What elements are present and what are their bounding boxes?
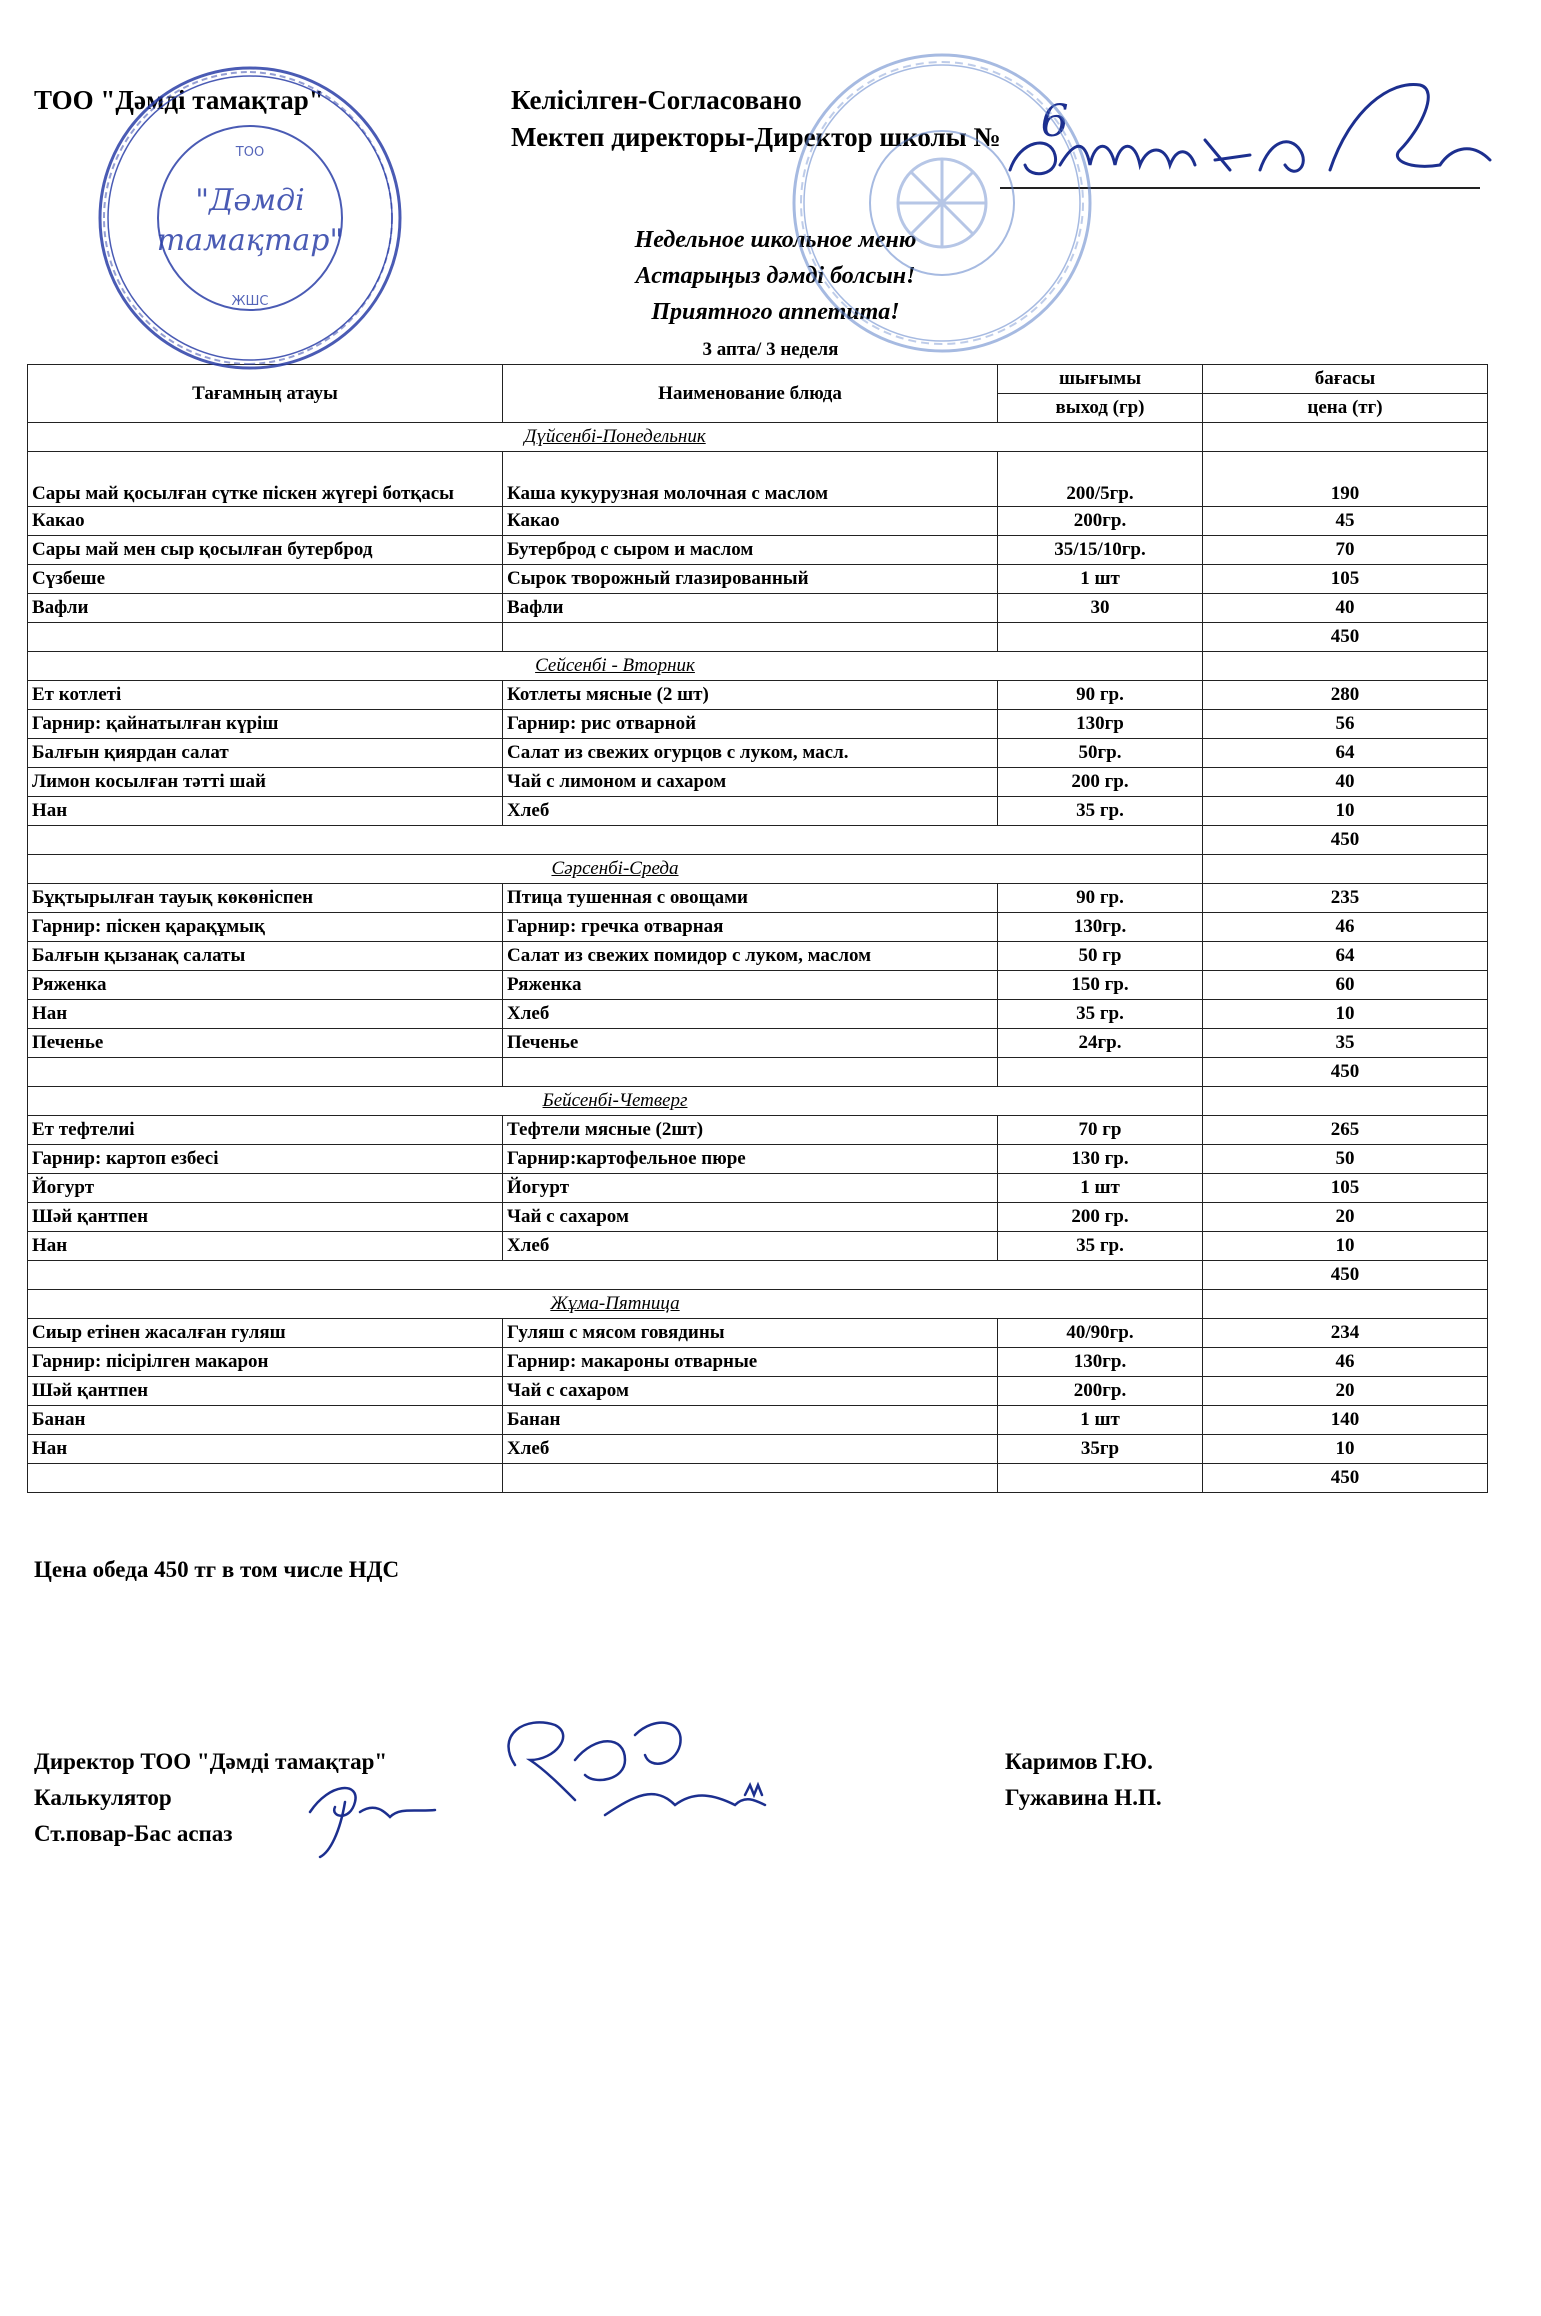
dish-output: 130гр. <box>998 913 1203 942</box>
dish-output: 1 шт <box>998 1406 1203 1435</box>
dish-name-ru: Вафли <box>503 594 998 623</box>
day-header-row <box>28 1290 1488 1319</box>
table-row <box>28 971 1488 1000</box>
day-total-row <box>28 826 1488 855</box>
stamp-text-damdi: "Дәмді <box>195 183 305 218</box>
dish-price: 280 <box>1203 681 1488 710</box>
empty-cell <box>28 826 1203 855</box>
dish-price: 10 <box>1203 1000 1488 1029</box>
dish-name-kz: Печенье <box>28 1029 503 1058</box>
dish-output: 200 гр. <box>998 1203 1203 1232</box>
dish-output: 130 гр. <box>998 1145 1203 1174</box>
calculator-name: Гужавина Н.П. <box>1005 1785 1162 1810</box>
dish-name-kz: Нан <box>28 1435 503 1464</box>
dish-name-kz: Ет тефтелиі <box>28 1116 503 1145</box>
table-row <box>28 681 1488 710</box>
dish-price: 235 <box>1203 884 1488 913</box>
director-school-signature <box>1000 70 1500 200</box>
dish-price: 64 <box>1203 739 1488 768</box>
dish-output: 200 гр. <box>998 768 1203 797</box>
empty-cell <box>1203 855 1488 884</box>
empty-cell <box>1203 423 1488 452</box>
table-row <box>28 536 1488 565</box>
table-row <box>28 768 1488 797</box>
dish-output: 35 гр. <box>998 797 1203 826</box>
day-total: 450 <box>1203 623 1488 652</box>
empty-cell <box>1203 1290 1488 1319</box>
dish-output: 1 шт <box>998 565 1203 594</box>
price-note: Цена обеда 450 тг в том числе НДС <box>34 1557 400 1582</box>
day-total-row <box>28 1464 1488 1493</box>
day-name: Сейсенбі - Вторник <box>535 655 695 676</box>
dish-name-kz: Нан <box>28 1000 503 1029</box>
dish-price: 46 <box>1203 1348 1488 1377</box>
menu-titles <box>0 222 1541 330</box>
table-row <box>28 1203 1488 1232</box>
empty-cell <box>503 1058 998 1087</box>
empty-cell <box>503 623 998 652</box>
empty-cell <box>998 1058 1203 1087</box>
dish-price: 70 <box>1203 536 1488 565</box>
dish-name-ru: Гуляш с мясом говядины <box>503 1319 998 1348</box>
dish-output: 90 гр. <box>998 884 1203 913</box>
table-row <box>28 1145 1488 1174</box>
table-row <box>28 594 1488 623</box>
table-row <box>28 1348 1488 1377</box>
empty-cell <box>503 1464 998 1493</box>
agreed-label: Келісілген-Согласовано <box>511 85 802 115</box>
dish-price: 234 <box>1203 1319 1488 1348</box>
table-row <box>28 1174 1488 1203</box>
dish-name-kz: Балғын қызанақ салаты <box>28 942 503 971</box>
dish-price: 40 <box>1203 594 1488 623</box>
dish-output: 130гр. <box>998 1348 1203 1377</box>
dish-price: 105 <box>1203 1174 1488 1203</box>
dish-name-ru: Хлеб <box>503 1232 998 1261</box>
dish-price: 56 <box>1203 710 1488 739</box>
day-header-row <box>28 423 1488 452</box>
table-row <box>28 507 1488 536</box>
dish-name-ru: Йогурт <box>503 1174 998 1203</box>
dish-output: 35 гр. <box>998 1000 1203 1029</box>
dish-name-kz: Шәй қантпен <box>28 1203 503 1232</box>
signature-labels <box>34 1744 387 1852</box>
dish-output: 200гр. <box>998 1377 1203 1406</box>
director-label: Директор ТОО "Дәмді тамақтар" <box>34 1749 388 1774</box>
table-row <box>28 1116 1488 1145</box>
dish-name-ru: Хлеб <box>503 797 998 826</box>
day-name: Сәрсенбі-Среда <box>551 858 679 879</box>
dish-price: 20 <box>1203 1377 1488 1406</box>
dish-output: 30 <box>998 594 1203 623</box>
dish-price: 140 <box>1203 1406 1488 1435</box>
day-name: Дүйсенбі-Понедельник <box>524 426 706 447</box>
day-total-row <box>28 623 1488 652</box>
dish-name-ru: Бутерброд с сыром и маслом <box>503 536 998 565</box>
menu-title: Недельное школьное меню <box>634 227 917 253</box>
table-row <box>28 1377 1488 1406</box>
dish-name-kz: Сары май мен сыр қосылған бутерброд <box>28 536 503 565</box>
dish-output: 70 гр <box>998 1116 1203 1145</box>
dish-price: 105 <box>1203 565 1488 594</box>
dish-name-kz: Лимон косылған тәтті шай <box>28 768 503 797</box>
table-row <box>28 710 1488 739</box>
column-header-output-ru: выход (гр) <box>998 394 1203 423</box>
dish-price: 60 <box>1203 971 1488 1000</box>
dish-price: 35 <box>1203 1029 1488 1058</box>
dish-output: 50гр. <box>998 739 1203 768</box>
column-header-price-ru: цена (тг) <box>1203 394 1488 423</box>
empty-cell <box>28 1261 1203 1290</box>
column-header-output-kz: шығымы <box>998 365 1203 394</box>
column-header-ru: Наименование блюда <box>503 365 998 423</box>
dish-name-kz: Гарнир: картоп езбесі <box>28 1145 503 1174</box>
director-name: Каримов Г.Ю. <box>1005 1749 1153 1774</box>
week-label: 3 апта/ 3 неделя <box>702 339 839 360</box>
dish-name-ru: Гарнир: рис отварной <box>503 710 998 739</box>
dish-output: 90 гр. <box>998 681 1203 710</box>
dish-name-kz: Сары май қосылған сүтке піскен жүгері ботқасы <box>28 452 503 507</box>
empty-cell <box>28 1058 503 1087</box>
day-header-row <box>28 652 1488 681</box>
signature-names <box>1005 1744 1162 1816</box>
dish-output: 40/90гр. <box>998 1319 1203 1348</box>
table-row <box>28 942 1488 971</box>
day-total: 450 <box>1203 1464 1488 1493</box>
day-name-cell <box>28 1087 1203 1116</box>
dish-name-kz: Нан <box>28 1232 503 1261</box>
dish-name-ru: Котлеты мясные (2 шт) <box>503 681 998 710</box>
menu-body <box>28 423 1488 1493</box>
dish-name-kz: Гарнир: піскен қарақұмық <box>28 913 503 942</box>
dish-price: 20 <box>1203 1203 1488 1232</box>
day-name-cell <box>28 652 1203 681</box>
table-row <box>28 452 1488 507</box>
dish-name-ru: Сырок творожный глазированный <box>503 565 998 594</box>
dish-name-kz: Ет котлеті <box>28 681 503 710</box>
dish-price: 45 <box>1203 507 1488 536</box>
dish-output: 35/15/10гр. <box>998 536 1203 565</box>
dish-name-kz: Вафли <box>28 594 503 623</box>
dish-name-ru: Хлеб <box>503 1435 998 1464</box>
day-total: 450 <box>1203 826 1488 855</box>
approval-block <box>511 84 1069 153</box>
signature-line <box>1000 187 1480 189</box>
dish-name-ru: Гарнир: макароны отварные <box>503 1348 998 1377</box>
table-row <box>28 1406 1488 1435</box>
day-total-row <box>28 1058 1488 1087</box>
day-name: Бейсенбі-Четверг <box>542 1090 688 1111</box>
day-header-row <box>28 855 1488 884</box>
dish-name-kz: Гарнир: пісірілген макарон <box>28 1348 503 1377</box>
chef-label: Ст.повар-Бас аспаз <box>34 1821 233 1846</box>
dish-output: 130гр <box>998 710 1203 739</box>
dish-name-kz: Банан <box>28 1406 503 1435</box>
dish-name-kz: Нан <box>28 797 503 826</box>
column-header-price-kz: бағасы <box>1203 365 1488 394</box>
dish-name-ru: Чай с сахаром <box>503 1203 998 1232</box>
table-row <box>28 797 1488 826</box>
dish-name-ru: Чай с сахаром <box>503 1377 998 1406</box>
day-name-cell <box>28 423 1203 452</box>
dish-name-ru: Ряженка <box>503 971 998 1000</box>
dish-name-ru: Салат из свежих помидор с луком, маслом <box>503 942 998 971</box>
dish-output: 35гр <box>998 1435 1203 1464</box>
school-number: 6 <box>1040 96 1069 147</box>
table-row <box>28 1029 1488 1058</box>
dish-name-kz: Йогурт <box>28 1174 503 1203</box>
table-row <box>28 1232 1488 1261</box>
day-name: Жұма-Пятница <box>550 1293 680 1314</box>
dish-output: 1 шт <box>998 1174 1203 1203</box>
dish-name-ru: Тефтели мясные (2шт) <box>503 1116 998 1145</box>
wish-kz: Астарыңыз дәмді болсын! <box>635 263 916 289</box>
menu-table <box>27 364 1488 1493</box>
column-header-kz: Тағамның атауы <box>28 365 503 423</box>
wish-ru: Приятного аппетита! <box>651 299 900 325</box>
dish-name-ru: Птица тушенная с овощами <box>503 884 998 913</box>
dish-output: 150 гр. <box>998 971 1203 1000</box>
dish-output: 200гр. <box>998 507 1203 536</box>
day-total-row <box>28 1261 1488 1290</box>
empty-cell <box>998 623 1203 652</box>
dish-name-ru: Банан <box>503 1406 998 1435</box>
dish-name-ru: Гарнир:картофельное пюре <box>503 1145 998 1174</box>
stamp-text-too: ТОО <box>235 145 265 160</box>
stamp-text-tamaktar: тамақтар" <box>156 223 344 258</box>
dish-price: 10 <box>1203 1435 1488 1464</box>
day-name-cell <box>28 1290 1203 1319</box>
dish-output: 24гр. <box>998 1029 1203 1058</box>
director-signature <box>485 1705 775 1845</box>
day-total: 450 <box>1203 1261 1488 1290</box>
table-row <box>28 884 1488 913</box>
dish-price: 265 <box>1203 1116 1488 1145</box>
table-row <box>28 1000 1488 1029</box>
dish-name-kz: Гарнир: қайнатылған күріш <box>28 710 503 739</box>
dish-name-kz: Балғын қиярдан салат <box>28 739 503 768</box>
dish-price: 50 <box>1203 1145 1488 1174</box>
dish-name-ru: Хлеб <box>503 1000 998 1029</box>
dish-name-ru: Чай с лимоном и сахаром <box>503 768 998 797</box>
dish-price: 10 <box>1203 797 1488 826</box>
organization-name: ТОО "Дәмді тамақтар" <box>34 85 324 115</box>
dish-name-ru: Гарнир: гречка отварная <box>503 913 998 942</box>
table-row <box>28 565 1488 594</box>
day-total: 450 <box>1203 1058 1488 1087</box>
empty-cell <box>1203 1087 1488 1116</box>
dish-price: 10 <box>1203 1232 1488 1261</box>
table-row <box>28 913 1488 942</box>
day-header-row <box>28 1087 1488 1116</box>
table-row <box>28 1435 1488 1464</box>
dish-name-ru: Каша кукурузная молочная с маслом <box>503 452 998 507</box>
stamp-text-zhshs: ЖШС <box>231 294 269 309</box>
dish-name-kz: Какао <box>28 507 503 536</box>
dish-name-ru: Какао <box>503 507 998 536</box>
table-row <box>28 739 1488 768</box>
empty-cell <box>998 1464 1203 1493</box>
dish-price: 40 <box>1203 768 1488 797</box>
dish-price: 46 <box>1203 913 1488 942</box>
dish-name-kz: Шәй қантпен <box>28 1377 503 1406</box>
dish-name-ru: Салат из свежих огурцов с луком, масл. <box>503 739 998 768</box>
dish-name-kz: Сиыр етінен жасалған гуляш <box>28 1319 503 1348</box>
empty-cell <box>28 623 503 652</box>
dish-name-kz: Сүзбеше <box>28 565 503 594</box>
dish-name-kz: Бұқтырылған тауық көкөніспен <box>28 884 503 913</box>
director-school-label: Мектеп директоры-Директор школы № <box>511 122 1001 152</box>
dish-output: 35 гр. <box>998 1232 1203 1261</box>
dish-name-kz: Ряженка <box>28 971 503 1000</box>
dish-price: 190 <box>1203 452 1488 507</box>
empty-cell <box>28 1464 503 1493</box>
calculator-label: Калькулятор <box>34 1785 172 1810</box>
empty-cell <box>1203 652 1488 681</box>
dish-price: 64 <box>1203 942 1488 971</box>
dish-output: 200/5гр. <box>998 452 1203 507</box>
day-name-cell <box>28 855 1203 884</box>
table-row <box>28 1319 1488 1348</box>
dish-name-ru: Печенье <box>503 1029 998 1058</box>
dish-output: 50 гр <box>998 942 1203 971</box>
